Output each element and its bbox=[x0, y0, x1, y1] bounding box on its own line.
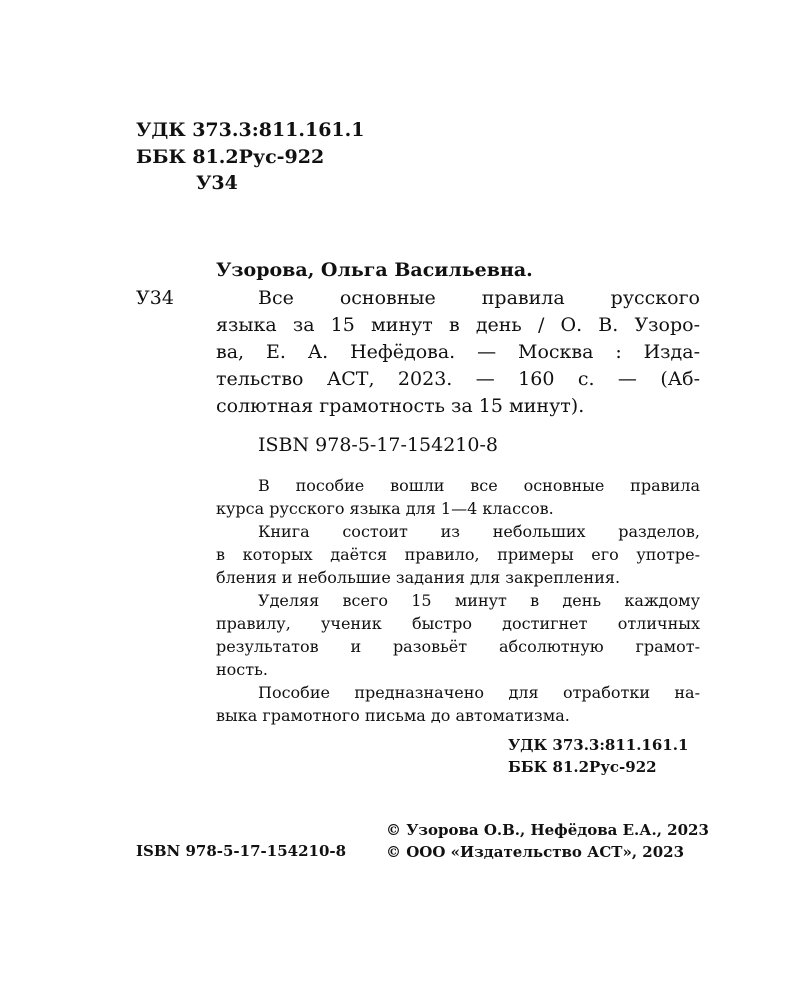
record-isbn: ISBN 978-5-17-154210-8 bbox=[258, 434, 498, 456]
author-heading: Узорова, Ольга Васильевна. bbox=[216, 259, 533, 281]
author-mark: У34 bbox=[196, 172, 238, 194]
description-line: ва, Е. А. Нефёдова. — Москва : Изда- bbox=[216, 341, 700, 363]
side-author-mark: У34 bbox=[136, 287, 174, 309]
bottom-bbk-code: ББК 81.2Рус-922 bbox=[508, 758, 657, 776]
annotation-line: Пособие предназначено для отработки на- bbox=[258, 683, 700, 702]
description-line: тельство АСТ, 2023. — 160 с. — (Аб- bbox=[216, 368, 700, 390]
copyright-authors: © Узорова О.В., Нефёдова Е.А., 2023 bbox=[386, 821, 709, 839]
annotation-line: курса русского языка для 1—4 классов. bbox=[216, 499, 554, 518]
annotation-line: Книга состоит из небольших разделов, bbox=[258, 522, 700, 541]
annotation-line: бления и небольшие задания для закрепления. bbox=[216, 568, 621, 587]
description-line: солютная грамотность за 15 минут). bbox=[216, 395, 585, 417]
annotation-line: результатов и разовьёт абсолютную грамот- bbox=[216, 637, 700, 656]
annotation-line: правилу, ученик быстро достигнет отличных bbox=[216, 614, 700, 633]
annotation-line: в которых даётся правило, примеры его употре- bbox=[216, 545, 700, 564]
annotation-line: В пособие вошли все основные правила bbox=[258, 476, 700, 495]
bbk-code: ББК 81.2Рус-922 bbox=[136, 146, 325, 168]
udk-code: УДК 373.3:811.161.1 bbox=[136, 119, 365, 141]
description-line: Все основные правила русского bbox=[258, 287, 700, 309]
description-line: языка за 15 минут в день / О. В. Узоро- bbox=[216, 314, 700, 336]
copyright-publisher: © ООО «Издательство АСТ», 2023 bbox=[386, 843, 685, 861]
bottom-udk-code: УДК 373.3:811.161.1 bbox=[508, 736, 689, 754]
footer-isbn: ISBN 978-5-17-154210-8 bbox=[136, 842, 347, 860]
annotation-line: выка грамотного письма до автоматизма. bbox=[216, 706, 570, 725]
annotation-line: ность. bbox=[216, 660, 268, 679]
annotation-line: Уделяя всего 15 минут в день каждому bbox=[258, 591, 700, 610]
